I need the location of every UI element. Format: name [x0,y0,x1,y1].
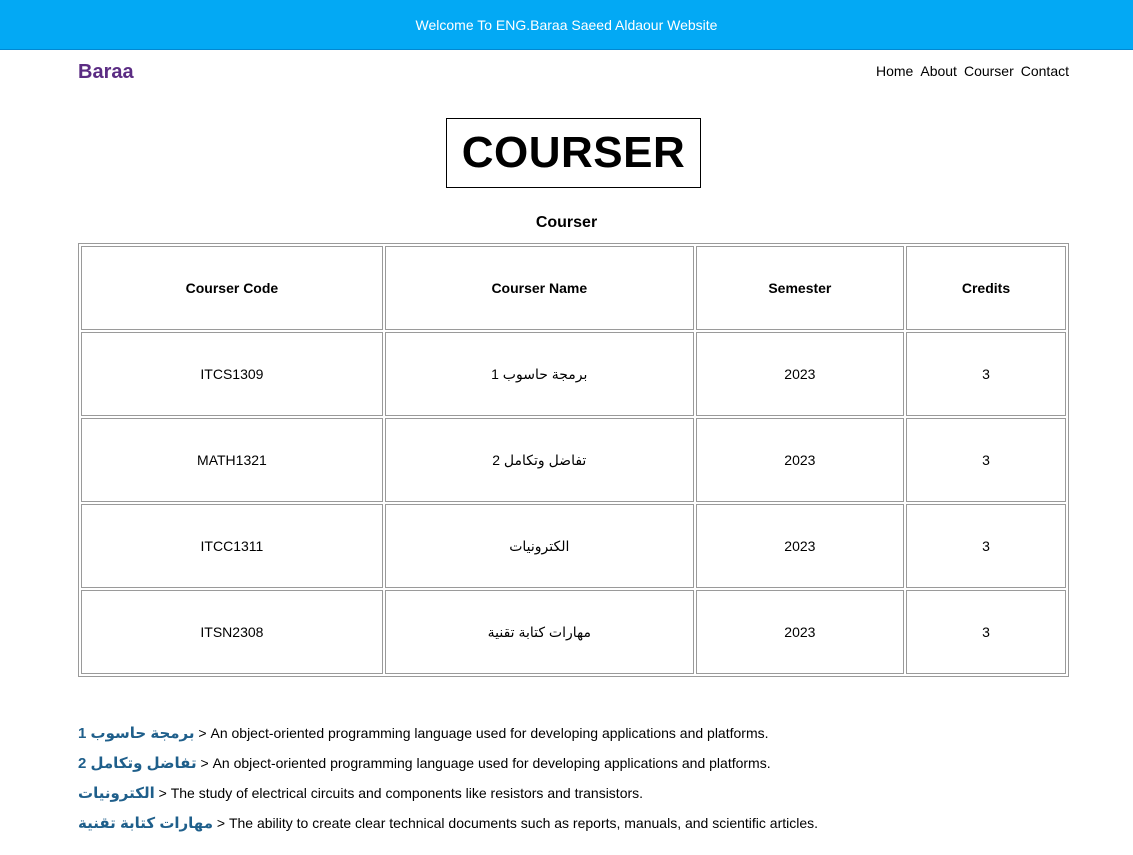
description-text: The study of electrical circuits and components like resistors and transistors. [170,785,644,801]
header-courser-code: Courser Code [81,246,383,330]
description-item [78,782,1078,812]
cell-name: تفاضل وتكامل 2 [385,418,694,502]
courses-table [78,243,1069,677]
cell-code: MATH1321 [81,418,383,502]
nav-link-courser[interactable]: Courser [963,63,1014,79]
description-text: An object-oriented programming language used for developing applications and platforms. [212,755,771,771]
description-text: An object-oriented programming language used for developing applications and platforms. [210,725,769,741]
table-caption: Courser [535,214,598,231]
cell-code: ITCC1311 [81,504,383,588]
description-term: برمجة حاسوب 1 [78,725,195,742]
header-semester: Semester [696,246,904,330]
table-row [81,504,1066,588]
description-separator: > [196,755,213,771]
page-title: COURSER [446,118,701,188]
table-row [81,590,1066,674]
nav-link-home[interactable]: Home [876,63,914,79]
cell-semester: 2023 [696,418,904,502]
welcome-banner-text: Welcome To ENG.Baraa Saeed Aldaour Website [415,16,718,33]
description-separator: > [194,725,211,741]
cell-credits: 3 [906,418,1066,502]
description-text: The ability to create clear technical documents such as reports, manuals, and scientific articles. [228,815,819,831]
description-term: تفاضل وتكامل 2 [78,755,197,772]
header-credits: Credits [906,246,1066,330]
description-item [78,722,1078,752]
cell-semester: 2023 [696,332,904,416]
table-row [81,418,1066,502]
cell-credits: 3 [906,332,1066,416]
welcome-banner [0,0,1133,50]
cell-semester: 2023 [696,504,904,588]
description-separator: > [154,785,171,801]
nav-link-about[interactable]: About [920,63,957,79]
description-term: الكترونيات [78,785,155,802]
description-term: مهارات كتابة تقنية [78,815,213,832]
header-courser-name: Courser Name [385,246,694,330]
courses-table-wrapper [78,243,1069,677]
cell-name: برمجة حاسوب 1 [385,332,694,416]
cell-credits: 3 [906,504,1066,588]
description-item [78,752,1078,782]
cell-name: مهارات كتابة تقنية [385,590,694,674]
nav-link-contact[interactable]: Contact [1020,63,1069,79]
cell-code: ITCS1309 [81,332,383,416]
navbar [0,50,1133,94]
cell-credits: 3 [906,590,1066,674]
cell-semester: 2023 [696,590,904,674]
cell-name: الكترونيات [385,504,694,588]
table-row [81,332,1066,416]
nav-links [876,63,1069,79]
cell-code: ITSN2308 [81,590,383,674]
table-header-row [81,246,1066,330]
description-item [78,812,1078,842]
site-brand[interactable]: Baraa [78,61,134,83]
description-separator: > [213,815,229,831]
course-descriptions [78,722,1078,842]
